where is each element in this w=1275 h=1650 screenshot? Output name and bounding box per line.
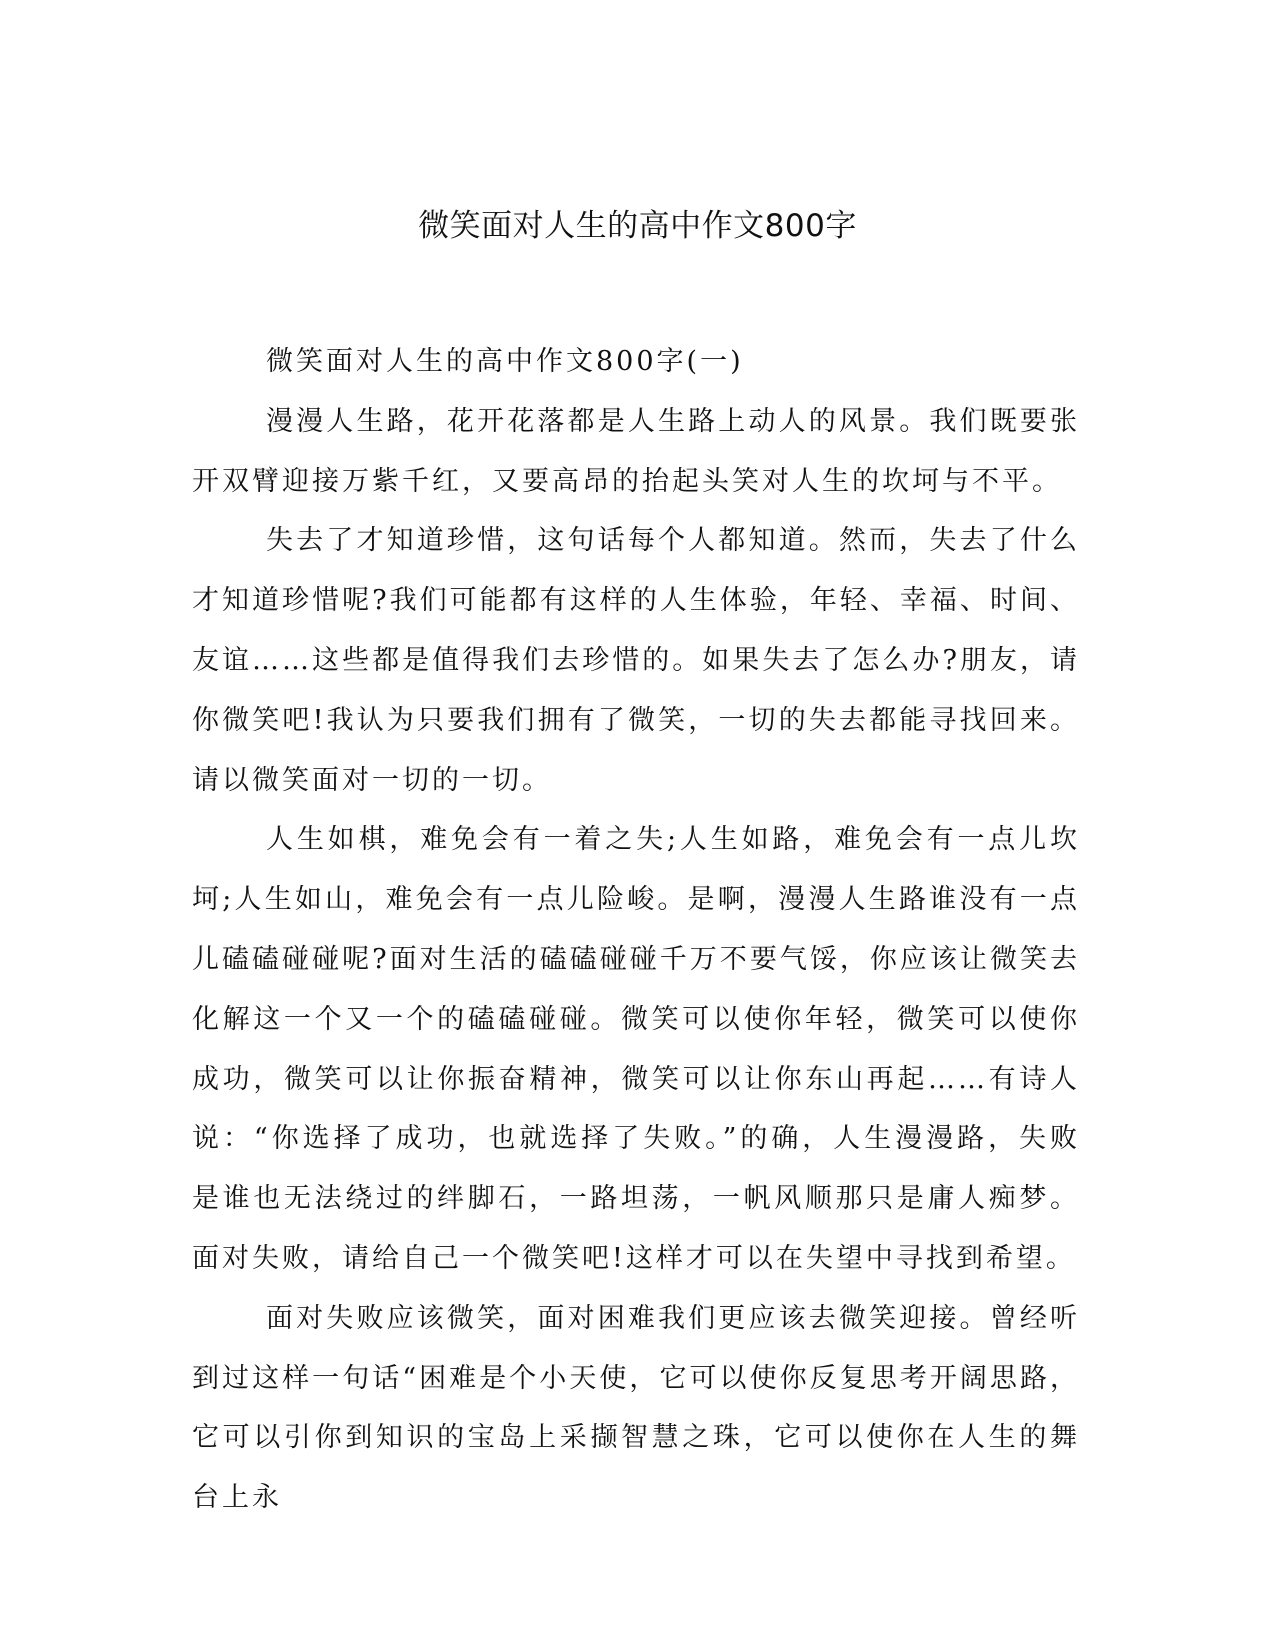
paragraph: 漫漫人生路，花开花落都是人生路上动人的风景。我们既要张开双臂迎接万紫千红，又要高昂的抬起头笑对人生的坎坷与不平。 (192, 405, 1080, 497)
document-body (192, 332, 1080, 1528)
section-heading: 微笑面对人生的高中作文800字(一) (266, 346, 744, 377)
paragraph: 面对失败应该微笑，面对困难我们更应该去微笑迎接。曾经听到过这样一句话“困难是个小天使，它可以使你反复思考开阔思路，它可以引你到知识的宝岛上采撷智慧之珠，它可以使你在人生的舞台上永 (192, 1302, 1080, 1514)
paragraph: 失去了才知道珍惜，这句话每个人都知道。然而，失去了什么才知道珍惜呢?我们可能都有这样的人生体验，年轻、幸福、时间、友谊……这些都是值得我们去珍惜的。如果失去了怎么办?朋友，请你微笑吧!我认为只要我们拥有了微笑，一切的失去都能寻找回来。请以微笑面对一切的一切。 (192, 525, 1080, 796)
document-title: 微笑面对人生的高中作文800字 (418, 208, 857, 244)
paragraph: 人生如棋，难免会有一着之失;人生如路，难免会有一点儿坎坷;人生如山，难免会有一点儿险峻。是啊，漫漫人生路谁没有一点儿磕磕碰碰呢?面对生活的磕磕碰碰千万不要气馁，你应该让微笑去化解这一个又一个的磕磕碰碰。微笑可以使你年轻，微笑可以使你成功，微笑可以让你振奋精神，微笑可以让你东山再起……有诗人说：“你选择了成功，也就选择了失败。”的确，人生漫漫路，失败是谁也无法绕过的绊脚石，一路坦荡，一帆风顺那只是庸人痴梦。面对失败，请给自己一个微笑吧!这样才可以在失望中寻找到希望。 (192, 824, 1080, 1274)
